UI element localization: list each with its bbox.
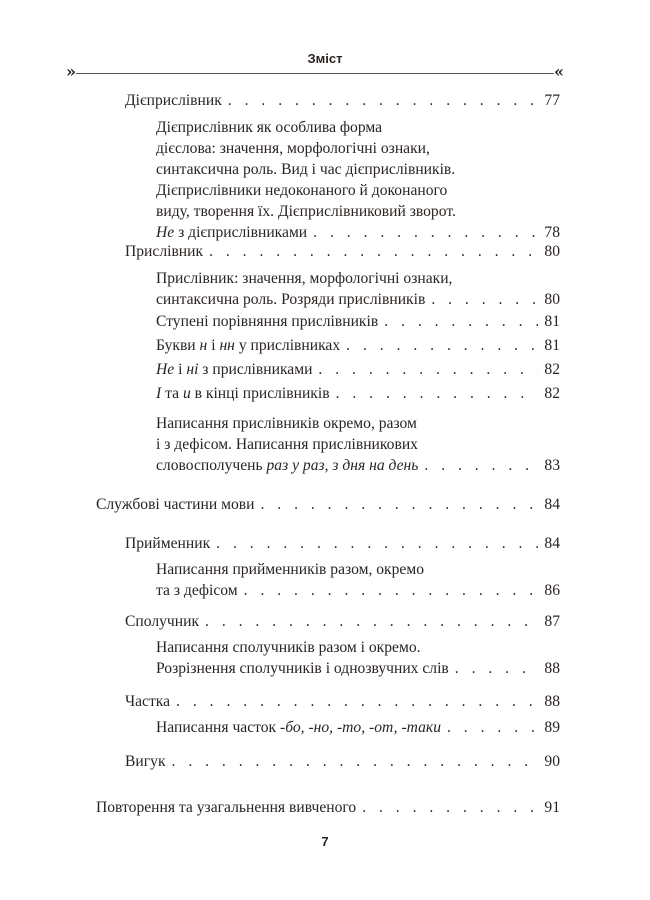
toc-entry-title-line [156, 718, 560, 738]
toc-page-number: 88 [544, 693, 560, 710]
toc-entry-title-line [156, 659, 560, 679]
toc-dot-leader [244, 581, 539, 601]
toc-title-segment: словосполучень [156, 457, 267, 474]
toc-title-segment: в кінці прислівників [190, 385, 330, 402]
toc-title-italic-segment: и [182, 385, 191, 402]
toc-entry-title-line [156, 360, 560, 380]
toc-page-number: 84 [544, 496, 560, 513]
toc-entry-line: Дієприслівник як особлива форма [156, 119, 383, 136]
toc-entry-line: Написання прислівників окремо, разом [156, 415, 417, 432]
running-header-title: Зміст [307, 51, 343, 66]
toc-page-number: 82 [544, 385, 560, 402]
toc-title-segment: Прислівник [125, 243, 204, 260]
toc-title-segment: Службові частини мови [96, 496, 255, 513]
toc-dot-leader [336, 384, 539, 404]
toc-dot-leader [205, 612, 538, 632]
toc-title-segment: Прийменник [125, 535, 211, 552]
toc-entry-title [125, 91, 222, 111]
toc-page-number: 87 [544, 613, 560, 630]
toc-title-segment: синтаксична роль. Розряди прислівників [156, 291, 426, 308]
toc-entry-title-line [156, 290, 560, 310]
toc-entry-line: Написання сполучників разом і окремо. [156, 639, 421, 656]
toc-entry-title [156, 718, 441, 738]
toc-entry-title [156, 456, 418, 476]
toc-title-italic-segment: н [199, 337, 208, 354]
toc-title-italic-segment: ні [186, 361, 199, 378]
toc-dot-leader [447, 718, 538, 738]
toc-dot-leader [172, 752, 539, 772]
toc-page-number: 88 [544, 660, 560, 677]
toc-page-number: 91 [544, 799, 560, 816]
toc-page-number: 81 [544, 337, 560, 354]
toc-title-segment: Букви [156, 337, 200, 354]
toc-entry-line: виду, творення їх. Дієприслівниковий зворот. [156, 203, 456, 220]
toc-page-number: 80 [544, 291, 560, 308]
toc-title-segment: Написання часток [156, 719, 281, 736]
toc-entry-title-line [156, 581, 560, 601]
toc-entry-title-line [125, 692, 560, 712]
toc-entry-title-line [156, 384, 560, 404]
toc-title-segment: та [161, 385, 183, 402]
toc-entry-title [125, 612, 199, 632]
toc-dot-leader [362, 798, 538, 818]
toc-entry-title [156, 336, 340, 356]
toc-title-segment: Дієприслівник [125, 92, 222, 109]
toc-title-segment: Частка [125, 693, 171, 710]
toc-entry-title-line [96, 798, 560, 818]
header-ornament-right: « [554, 62, 564, 81]
toc-page-number: 86 [544, 582, 560, 599]
toc-title-italic-segment: Не [156, 224, 175, 241]
toc-page-number: 77 [544, 92, 560, 109]
toc-page-number: 89 [544, 719, 560, 736]
toc-title-segment: Повторення та узагальнення вивченого [96, 799, 357, 816]
toc-entry-title-line [156, 456, 560, 476]
header-ornament-left: » [66, 62, 76, 81]
toc-title-italic-segment: раз у раз, з дня на день [266, 457, 419, 474]
toc-page-number: 78 [544, 224, 560, 241]
toc-entry-title-line [156, 312, 560, 332]
toc-title-segment: і [207, 337, 220, 354]
toc-entry-title [125, 752, 166, 772]
toc-dot-leader [346, 336, 538, 356]
toc-entry-line: Прислівник: значення, морфологічні ознаки, [156, 270, 453, 287]
toc-title-italic-segment: нн [219, 337, 235, 354]
toc-title-segment: і [174, 361, 187, 378]
toc-entry-title-line [125, 534, 560, 554]
toc-dot-leader [318, 360, 538, 380]
toc-page-number: 81 [544, 313, 560, 330]
toc-title-segment: Вигук [125, 753, 166, 770]
toc-entry-title [156, 290, 425, 310]
toc-entry-title [125, 534, 210, 554]
toc-dot-leader [228, 91, 539, 111]
toc-entry-title [156, 360, 312, 380]
toc-dot-leader [424, 456, 538, 476]
toc-entry-title-line [156, 223, 560, 243]
toc-page-number: 90 [544, 753, 560, 770]
toc-page-number: 84 [544, 535, 560, 552]
toc-entry-title [96, 798, 356, 818]
toc-dot-leader [176, 692, 538, 712]
toc-title-segment: з дієприслівниками [174, 224, 308, 241]
toc-entry-title [156, 223, 307, 243]
toc-entry-title [96, 495, 254, 515]
toc-page-number: 80 [544, 243, 560, 260]
toc-entry-title [156, 384, 330, 404]
toc-entry-title-line [125, 242, 560, 262]
toc-entry-title-line [156, 336, 560, 356]
toc-entry-title [125, 242, 203, 262]
toc-entry-title [156, 581, 238, 601]
toc-entry-line: Написання прийменників разом, окремо [156, 561, 424, 578]
toc-entry-title-line [125, 752, 560, 772]
page-number: 7 [321, 834, 329, 849]
toc-dot-leader [260, 495, 538, 515]
toc-title-segment: з прислівниками [198, 361, 313, 378]
toc-title-segment: у прислівниках [234, 337, 341, 354]
toc-entry-title [156, 312, 378, 332]
toc-dot-leader [431, 290, 538, 310]
toc-page-number: 83 [544, 457, 560, 474]
toc-entry-title-line [125, 612, 560, 632]
toc-title-segment: Розрізнення сполучників і однозвучних слів [156, 660, 449, 677]
toc-entry-title [125, 692, 170, 712]
toc-title-italic-segment: І [156, 385, 162, 402]
toc-entry-line: дієслова: значення, морфологічні ознаки, [156, 140, 430, 157]
toc-page-number: 82 [544, 361, 560, 378]
toc-dot-leader [384, 312, 538, 332]
header-rule [76, 73, 554, 74]
toc-entry-line: Дієприслівники недоконаного й доконаного [156, 182, 448, 199]
toc-dot-leader [455, 659, 539, 679]
toc-dot-leader [216, 534, 538, 554]
toc-title-segment: та з дефісом [156, 582, 238, 599]
toc-entry-line: і з дефісом. Написання прислівникових [156, 436, 418, 453]
toc-entry-title-line [96, 495, 560, 515]
toc-entry-title-line [125, 91, 560, 111]
toc-entry-line: синтаксична роль. Вид і час дієприслівників. [156, 161, 456, 178]
toc-dot-leader [209, 242, 538, 262]
toc-title-segment: Сполучник [125, 613, 200, 630]
toc-title-italic-segment: -бо, -но, -то, -от, -таки [280, 719, 441, 736]
toc-entry-title [156, 659, 449, 679]
toc-title-segment: Ступені порівняння прислівників [156, 313, 379, 330]
toc-title-italic-segment: Не [156, 361, 175, 378]
toc-dot-leader [313, 223, 538, 243]
